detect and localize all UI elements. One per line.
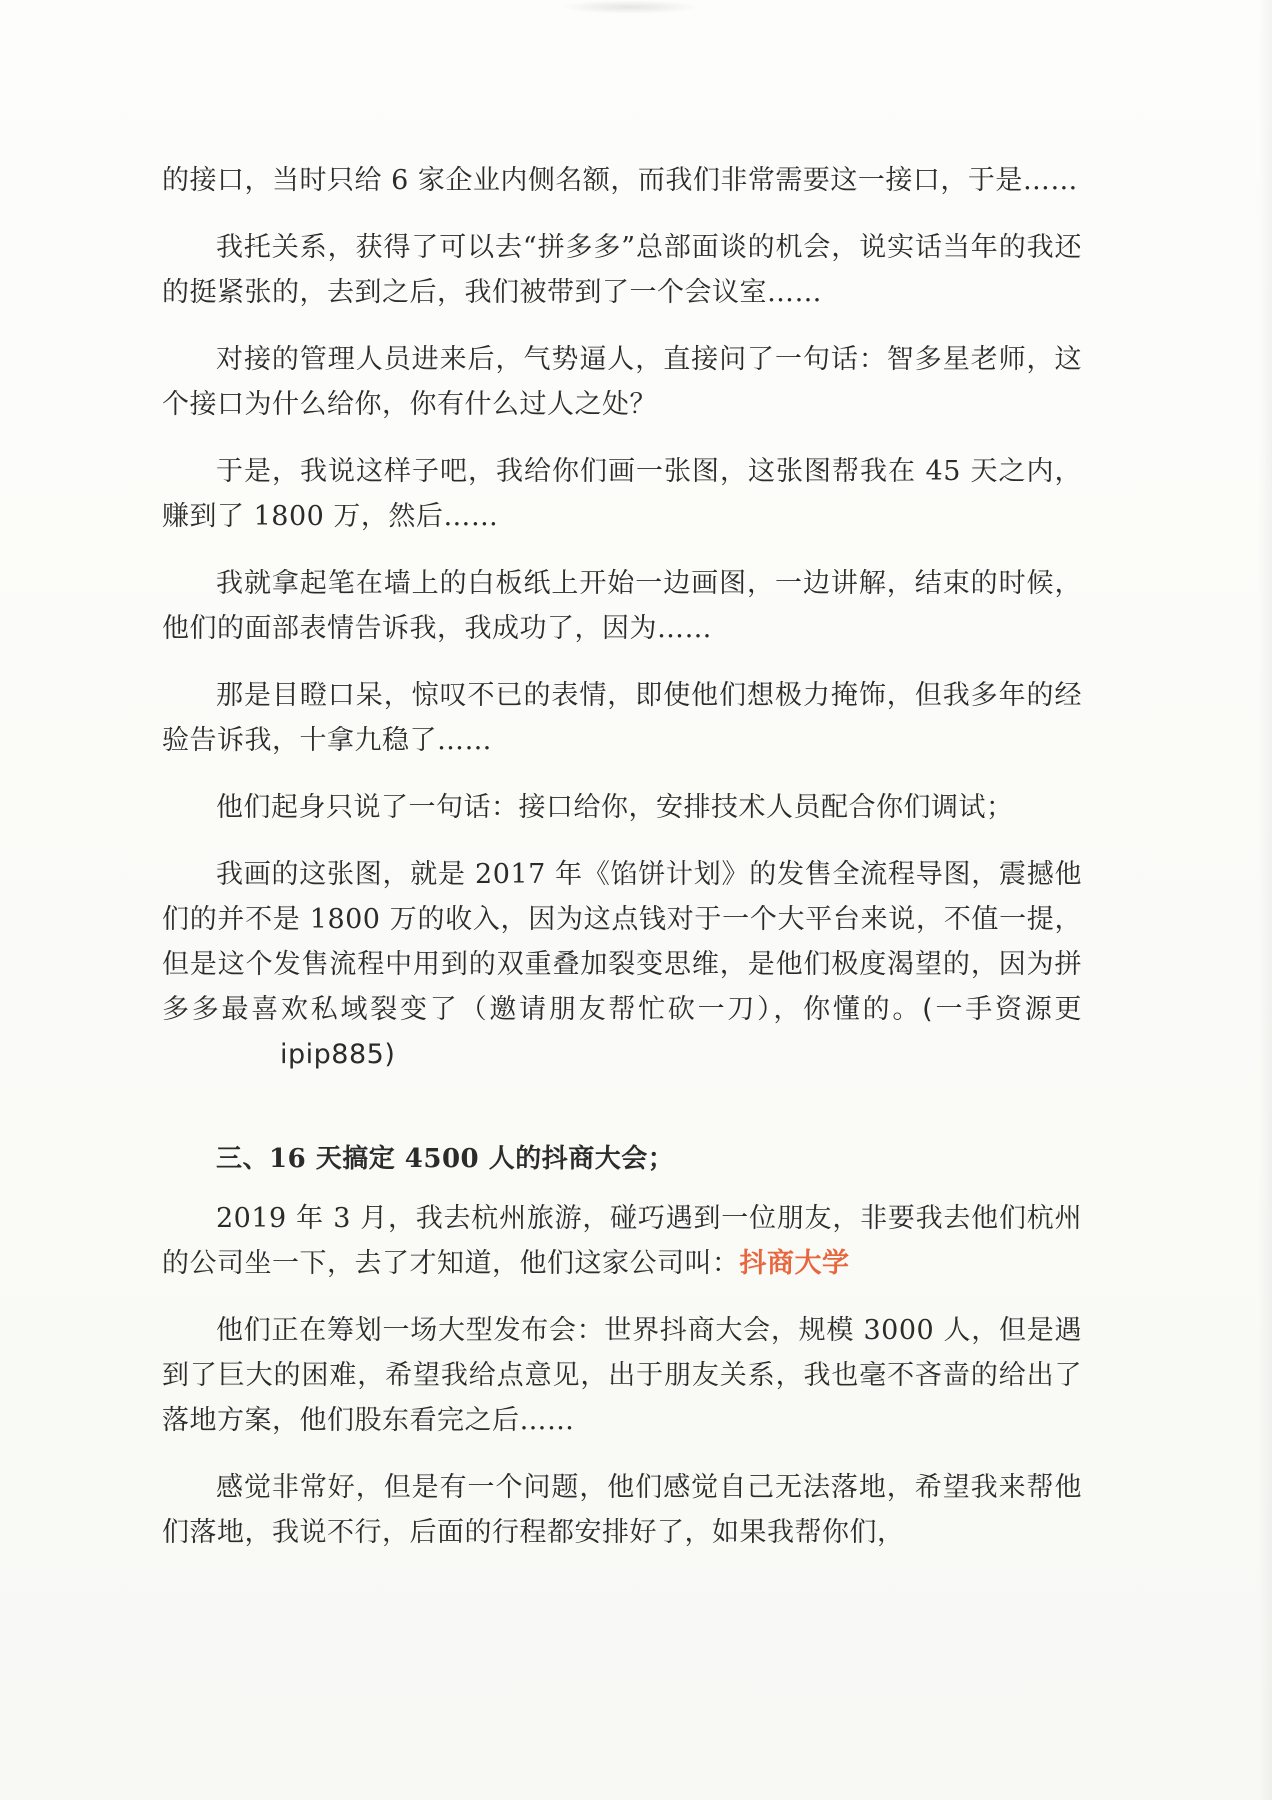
- paragraph-3: 对接的管理人员进来后，气势逼人，直接问了一句话：智多星老师，这个接口为什么给你，你有什么过人之处？: [162, 344, 1082, 420]
- paragraph-9-text: 2019 年 3 月，我去杭州旅游，碰巧遇到一位朋友，非要我去他们杭州的公司坐一下，去了才知道，他们这家公司叫：: [162, 1203, 1082, 1279]
- page-content: [162, 158, 1082, 1577]
- watermark-text-a: (一手资源更: [922, 994, 1082, 1025]
- paragraph-1: 的接口，当时只给 6 家企业内侧名额，而我们非常需要这一接口，于是……: [162, 165, 1078, 196]
- paragraph-2: 我托关系，获得了可以去“拼多多”总部面谈的机会，说实话当年的我还的挺紧张的，去到之后，我们被带到了一个会议室……: [162, 232, 1082, 308]
- highlight-company-name: 抖商大学: [739, 1248, 850, 1279]
- paragraph-10: 他们正在筹划一场大型发布会：世界抖商大会，规模 3000 人，但是遇到了巨大的困难，希望我给点意见，出于朋友关系，我也毫不吝啬的给出了落地方案，他们股东看完之后……: [162, 1315, 1082, 1436]
- paragraph-11: 感觉非常好，但是有一个问题，他们感觉自己无法落地，希望我来帮他们落地，我说不行，后面的行程都安排好了，如果我帮你们，: [162, 1472, 1082, 1548]
- paragraph-7: 他们起身只说了一句话：接口给你，安排技术人员配合你们调试；: [216, 792, 1014, 823]
- paragraph-8: [162, 852, 1082, 1077]
- paragraph-8-text: 我画的这张图，就是 2017 年《馅饼计划》的发售全流程导图，震撼他们的并不是 1800 万的收入，因为这点钱对于一个大平台来说，不值一提，但是这个发售流程中用到的双重叠加裂变思维，是他们极度渴望的，因为拼多多最喜欢私域裂变了（邀请朋友帮忙砍一刀），你懂的。: [162, 859, 1082, 1025]
- page-edge-shadow: [1258, 0, 1272, 1800]
- paragraph-6: 那是目瞪口呆，惊叹不已的表情，即使他们想极力掩饰，但我多年的经验告诉我，十拿九稳了……: [162, 680, 1082, 756]
- watermark-text-b: ipip885): [280, 1039, 396, 1070]
- scan-artifact: [560, 0, 700, 14]
- paragraph-9: [162, 1196, 1082, 1286]
- section-heading: 三、16 天搞定 4500 人的抖商大会；: [216, 1144, 675, 1174]
- paragraph-4: 于是，我说这样子吧，我给你们画一张图，这张图帮我在 45 天之内，赚到了 1800 万，然后……: [162, 456, 1082, 532]
- paragraph-5: 我就拿起笔在墙上的白板纸上开始一边画图，一边讲解，结束的时候，他们的面部表情告诉我，我成功了，因为……: [162, 568, 1082, 644]
